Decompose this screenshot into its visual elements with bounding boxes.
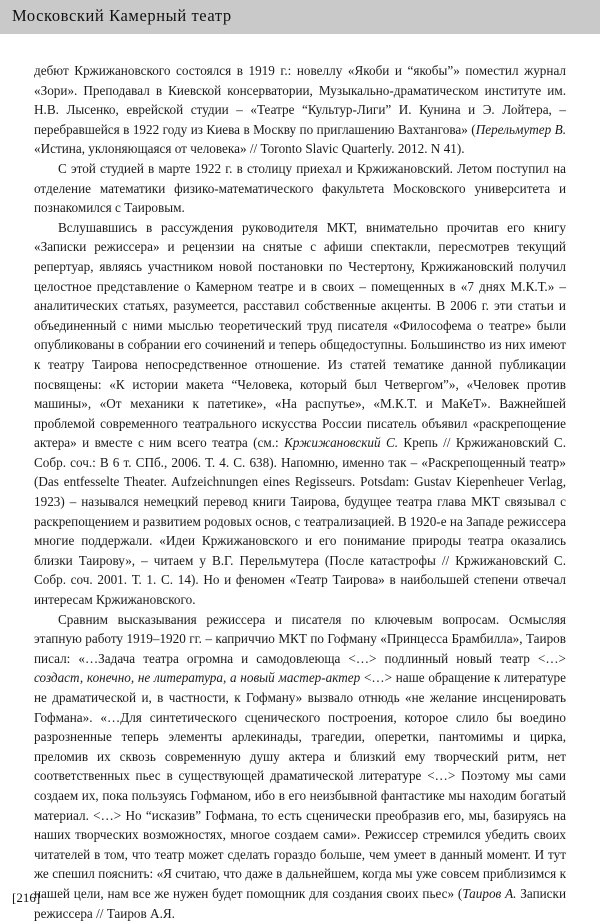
text-run: <…> наше обращение к литературе не драматической и, в частности, к Гофману» вызвало отнюдь «не желание инсценировать Гофмана». «…Для синтетического сценического построения, которое слило бы воедино разрозненные теперь элементы арлекинады, трагедии, оперетки, пантомимы и цирка, преломив их сквозь современную душу актера и близкий ему творческий ритм, нет соответственных пьес в существующей драматической литературе <…> Поэтому мы сами создаем их, пока пользуясь Гофманом, ибо в его неизбывной фантастике мы находим богатый материал. <…> Но “исказив” Гофмана, то есть сценически преобразив его, мы, базируясь на наших творческих возможностях, многое создаем сами». Режиссер стремился убедить своих читателей в том, что театр может сделать гораздо больше, чем умеет в данный момент. И тут же спешил пояснить: «Я считаю, что даже в дальнейшем, когда мы уже совсем приблизимся к нашей цели, нам все же нужен будет помощник для создания своих пьес» ( — [34, 670, 566, 901]
paragraph — [34, 610, 566, 923]
paragraph — [34, 61, 566, 159]
running-header — [0, 0, 600, 34]
author-name: Кржижановский С. — [284, 435, 399, 451]
author-name: Перельмутер В. — [475, 121, 566, 137]
text-run: Крепь // Кржижановский С. Собр. соч.: В 6 т. СПб., 2006. Т. 4. С. 638). Напомню, именно так – «Раскрепощенный театр» (Das entfesselte Theater. Aufzeichnungen eines Regisseurs. Potsdam: Gustav Kiepenheuer Verlag, 1923) – назывался немецкий перевод книги Таирова, будущее театра глава МКТ связывал с раскрепощением и развитием родовых основ, с театрализацией. В 1920-е на Западе режиссера многие поддержали. «Идеи Кржижановского и его понимание природы театра оказались близки Таирову», – читаем у В.Г. Перельмутера (После катастрофы // Кржижановский С. Собр. соч. 2001. Т. 1. С. 14). Но и феномен «Театр Таирова» в наибольшей степени отвечал интересам Кржижановского. — [34, 435, 567, 608]
text-run: Вслушавшись в рассуждения руководителя МКТ, внимательно прочитав его книгу «Записки режиссера» и рецензии на снятые с афиши спектакли, пересмотрев текущий репертуар, являясь участником новой постановки по Честертону, Кржижановский получил целостное представление о Камерном театре и в своих – помещенных в «7 днях М.К.Т.» – аналитических статьях, разумеется, расставил собственные акценты. В 2006 г. эти статьи и объединенный с ними мыслью теоретический труд писателя «Философема о театре» были опубликованы в собрании его сочинений и теперь общедоступны. Большинство из них имеют к театру Таирова непосредственное отношение. Из статей тематике данной публикации посвящены: «К истории макета “Человека, который был Четвергом”», «Человек против машины», «От механики к патетике», «На распутье», «М.К.Т. и МаКеТ». Важнейшей проблемой современного театрального искусства России писатель объявил «раскрепощение актера» и вместе с ним всего театра (см.: — [34, 219, 566, 451]
paragraph — [34, 159, 566, 218]
running-header-title: Московский Камерный театр — [12, 6, 232, 25]
text-run: Записки режиссера // Таиров А.Я. — [34, 885, 566, 921]
author-name: Таиров А. — [462, 885, 517, 901]
text-run: «Истина, уклоняющаяся от человека» // Toronto Slavic Quarterly. 2012. N 41). — [34, 141, 465, 157]
text-run: дебют Кржижановского состоялся в 1919 г.: новеллу «Якоби и “якобы”» поместил журнал «Зори». Преподавал в Киевской консерватории, Музыкально-драматическом институте им. Н.В. Лысенко, еврейской студии – «Театре “Культур-Лиги” И. Кунина и Э. Лойтера, – перебравшейся в 1922 году из Киева в Москву по приглашению Вахтангова» ( — [34, 63, 566, 137]
body-text — [34, 61, 566, 923]
text-run: С этой студией в марте 1922 г. в столицу приехал и Кржижановский. Летом поступил на отделение математики физико-математического факультета Московского университета и познакомился с Таировым. — [34, 160, 566, 216]
text-run: Сравним высказывания режиссера и писателя по ключевым вопросам. Осмысляя этапную работу 1919–1920 гг. – каприччио МКТ по Гофману «Принцесса Брамбилла», Таиров писал: «…Задача театра огромна и самодовлеюща <…> подлинный новый театр <…> — [34, 611, 566, 666]
paragraph — [34, 218, 566, 610]
emphasis: создаст, конечно, не литература, а новый мастер-актер — [34, 670, 361, 686]
page-number: [216] — [12, 890, 41, 905]
